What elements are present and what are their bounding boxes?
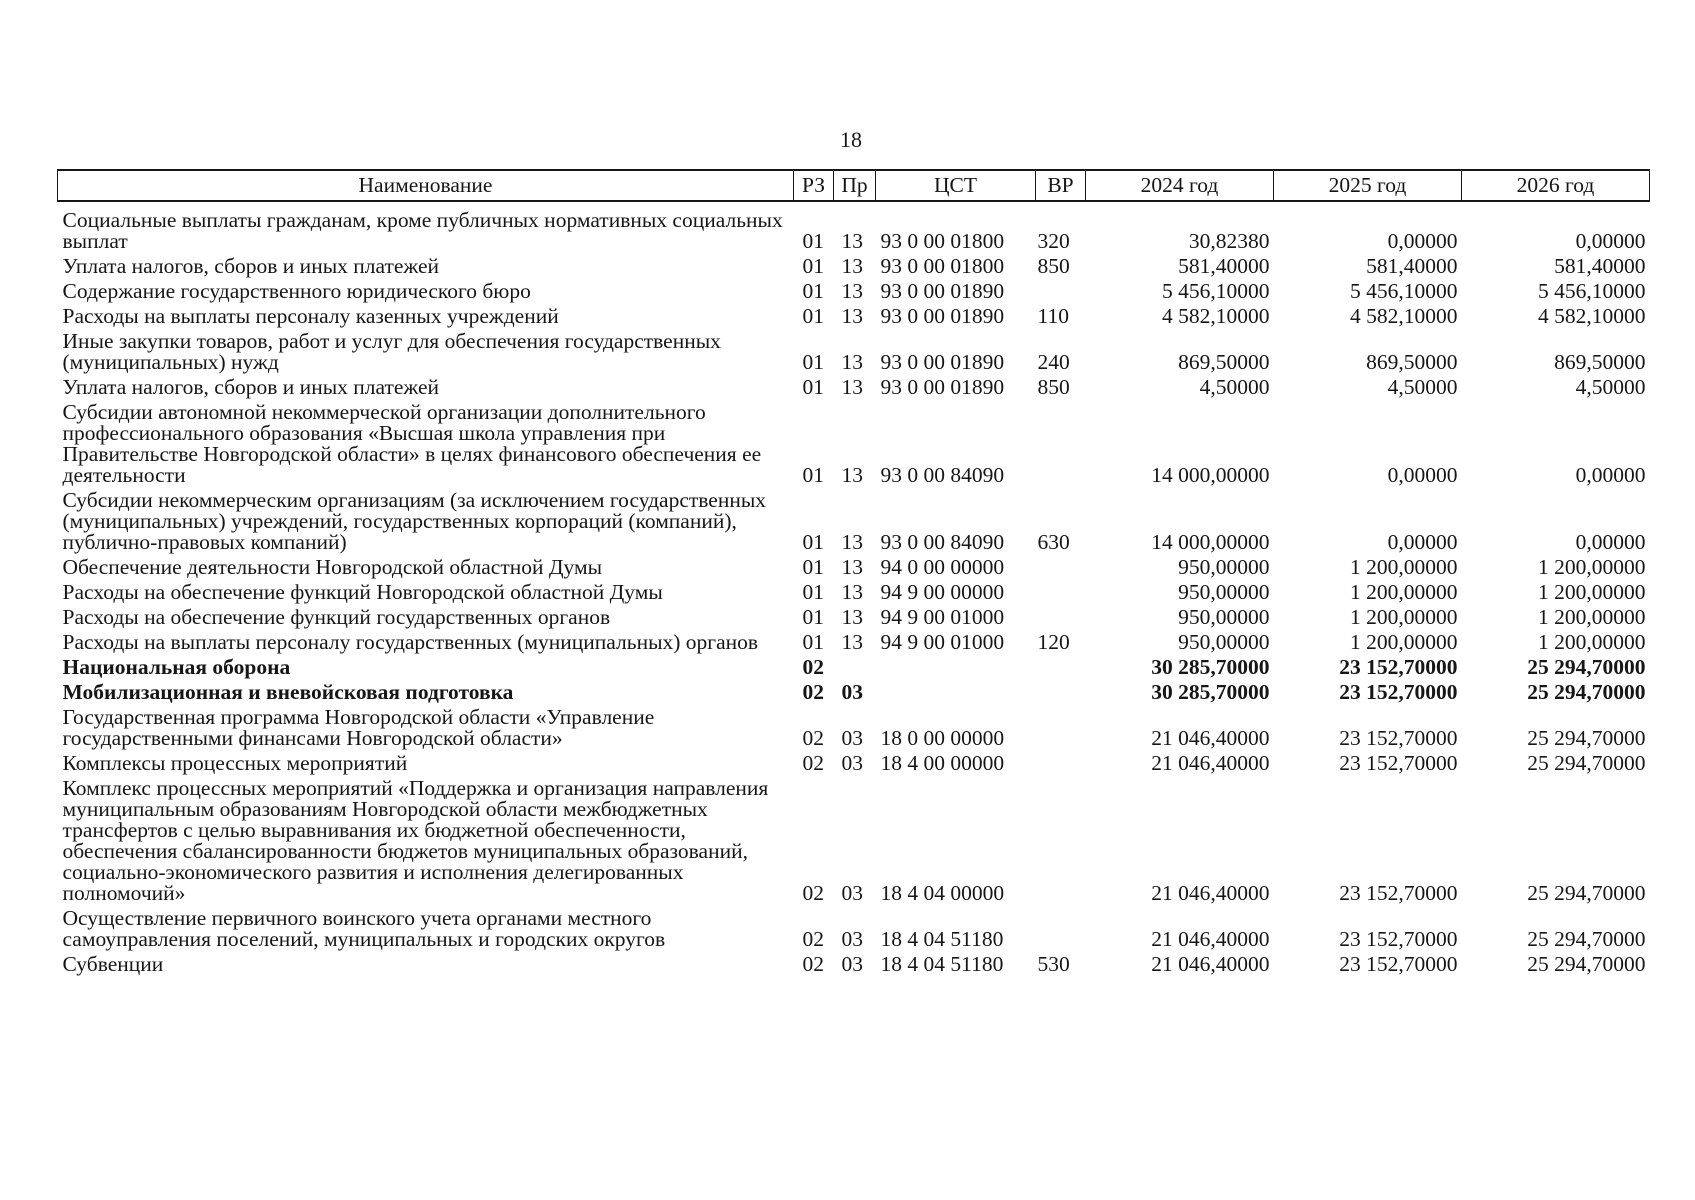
cell-2025: 0,00000 (1387, 229, 1458, 253)
cell-vr: 110 (1037, 304, 1069, 328)
cell-2026: 1 200,00000 (1538, 580, 1646, 604)
cell-vr: 120 (1037, 630, 1070, 654)
cell-cst: 93 0 00 01800 (880, 229, 1005, 253)
table-row (58, 487, 1650, 554)
cell-2025: 23 152,70000 (1339, 952, 1458, 976)
cell-2026: 4,50000 (1575, 375, 1646, 399)
cell-cst (876, 654, 1036, 679)
cell-pr: 13 (841, 279, 863, 303)
cell-cst: 18 4 04 00000 (880, 881, 1005, 905)
cell-name: Расходы на выплаты персоналу казенных учреждений (62, 304, 559, 328)
header-pr: Пр (834, 170, 876, 201)
cell-name: Субсидии некоммерческим организациям (за исключением государственных (муниципальных) учреждений, государственных корпораций (компаний), публично-правовых компаний) (62, 488, 767, 554)
header-name: Наименование (58, 170, 794, 201)
cell-cst: 93 0 00 84090 (880, 463, 1005, 487)
cell-2024: 21 046,40000 (1151, 952, 1270, 976)
cell-2024: 581,40000 (1178, 254, 1270, 278)
cell-2024: 950,00000 (1178, 555, 1270, 579)
cell-2026: 0,00000 (1575, 530, 1646, 554)
cell-vr: 240 (1037, 350, 1070, 374)
cell-cst: 93 0 00 01890 (880, 350, 1005, 374)
cell-2024: 21 046,40000 (1151, 881, 1270, 905)
cell-pr: 13 (841, 229, 863, 253)
cell-2025: 0,00000 (1387, 463, 1458, 487)
table-row (58, 704, 1650, 750)
cell-rz: 01 (802, 229, 824, 253)
table-row (58, 201, 1650, 253)
cell-name: Иные закупки товаров, работ и услуг для обеспечения государственных (муниципальных) нужд (62, 329, 721, 374)
cell-2026: 0,00000 (1575, 463, 1646, 487)
cell-cst: 94 9 00 00000 (880, 580, 1005, 604)
cell-cst: 18 0 00 00000 (880, 726, 1005, 750)
cell-pr: 13 (841, 630, 863, 654)
cell-vr (1036, 654, 1086, 679)
cell-rz: 01 (802, 605, 824, 629)
cell-rz: 02 (802, 881, 824, 905)
table-row (58, 604, 1650, 629)
cell-pr: 03 (841, 927, 863, 951)
cell-2026: 0,00000 (1575, 229, 1646, 253)
header-rz: РЗ (794, 170, 834, 201)
cell-name: Комплексы процессных мероприятий (62, 751, 408, 775)
cell-2026: 25 294,70000 (1527, 927, 1646, 951)
cell-name: Расходы на обеспечение функций государственных органов (62, 605, 611, 629)
cell-vr (1036, 679, 1086, 704)
table-header (58, 170, 1650, 201)
cell-cst: 93 0 00 01890 (880, 304, 1005, 328)
cell-vr (1036, 399, 1086, 487)
cell-pr: 13 (841, 555, 863, 579)
cell-rz: 02 (802, 927, 824, 951)
cell-cst: 18 4 04 51180 (880, 927, 1004, 951)
cell-name: Государственная программа Новгородской области «Управление государственными финансами Новгородской области» (62, 705, 655, 750)
cell-name: Комплекс процессных мероприятий «Поддержка и организация направления муниципальным образованиям Новгородской области межбюджетных трансфертов с целью выравнивания их бюджетной обеспеченности, обеспечения сбалансированности бюджетов муниципальных образований, социально-экономического развития и исполнения делегированных полномочий» (62, 776, 769, 905)
cell-2024: 950,00000 (1178, 605, 1270, 629)
table-row (58, 905, 1650, 951)
cell-vr (1036, 579, 1086, 604)
cell-rz: 01 (802, 254, 824, 278)
cell-2025: 1 200,00000 (1350, 630, 1458, 654)
cell-2026: 25 294,70000 (1527, 751, 1646, 775)
cell-vr (1036, 704, 1086, 750)
cell-rz: 02 (802, 726, 824, 750)
cell-2026: 869,50000 (1554, 350, 1646, 374)
cell-rz: 01 (802, 279, 824, 303)
cell-pr: 03 (841, 952, 863, 976)
cell-2026: 4 582,10000 (1538, 304, 1646, 328)
cell-2026: 581,40000 (1554, 254, 1646, 278)
cell-rz: 02 (802, 655, 824, 679)
cell-2024: 950,00000 (1178, 580, 1270, 604)
cell-pr: 13 (841, 304, 863, 328)
table-row (58, 374, 1650, 399)
cell-2024: 21 046,40000 (1151, 927, 1270, 951)
cell-2025: 23 152,70000 (1339, 927, 1458, 951)
cell-vr (1036, 604, 1086, 629)
cell-2025: 23 152,70000 (1339, 680, 1458, 704)
cell-pr: 03 (841, 680, 863, 704)
cell-cst: 94 0 00 00000 (880, 555, 1005, 579)
cell-2025: 23 152,70000 (1339, 726, 1458, 750)
cell-name: Уплата налогов, сборов и иных платежей (62, 375, 440, 399)
table-row (58, 679, 1650, 704)
cell-2025: 581,40000 (1366, 254, 1458, 278)
table-row (58, 303, 1650, 328)
table-row (58, 775, 1650, 905)
table-row (58, 554, 1650, 579)
header-2026: 2026 год (1462, 170, 1650, 201)
cell-2025: 5 456,10000 (1350, 279, 1458, 303)
cell-cst: 93 0 00 01890 (880, 375, 1005, 399)
cell-2025: 4 582,10000 (1350, 304, 1458, 328)
cell-pr: 13 (841, 375, 863, 399)
cell-cst (876, 679, 1036, 704)
cell-name: Содержание государственного юридического бюро (62, 279, 531, 303)
page-number: 18 (840, 127, 862, 152)
cell-vr: 530 (1037, 952, 1070, 976)
cell-cst: 18 4 00 00000 (880, 751, 1005, 775)
cell-pr: 13 (841, 605, 863, 629)
cell-cst: 93 0 00 84090 (880, 530, 1005, 554)
cell-vr (1036, 750, 1086, 775)
cell-2024: 21 046,40000 (1151, 751, 1270, 775)
cell-rz: 02 (802, 952, 824, 976)
cell-2025: 0,00000 (1387, 530, 1458, 554)
cell-rz: 01 (802, 630, 824, 654)
table-body (58, 201, 1650, 976)
cell-2024: 5 456,10000 (1162, 279, 1270, 303)
cell-name: Социальные выплаты гражданам, кроме публичных нормативных социальных выплат (62, 208, 783, 253)
cell-2025: 1 200,00000 (1350, 580, 1458, 604)
cell-cst: 18 4 04 51180 (880, 952, 1004, 976)
cell-vr: 630 (1037, 530, 1070, 554)
cell-2026: 25 294,70000 (1527, 726, 1646, 750)
table-row (58, 328, 1650, 374)
cell-pr: 03 (841, 881, 863, 905)
cell-2026: 5 456,10000 (1538, 279, 1646, 303)
cell-2025: 23 152,70000 (1339, 881, 1458, 905)
cell-pr: 13 (841, 350, 863, 374)
cell-2026: 1 200,00000 (1538, 605, 1646, 629)
table-row (58, 579, 1650, 604)
cell-vr: 850 (1037, 375, 1070, 399)
cell-name: Осуществление первичного воинского учета органами местного самоуправления поселений, муниципальных и городских округов (62, 906, 666, 951)
cell-2026: 25 294,70000 (1527, 680, 1646, 704)
cell-rz: 01 (802, 530, 824, 554)
cell-rz: 02 (802, 680, 824, 704)
cell-2026: 1 200,00000 (1538, 555, 1646, 579)
cell-name: Субвенции (62, 952, 164, 976)
cell-2025: 1 200,00000 (1350, 605, 1458, 629)
cell-cst: 94 9 00 01000 (880, 630, 1005, 654)
cell-rz: 01 (802, 463, 824, 487)
cell-name: Национальная оборона (62, 655, 291, 679)
cell-pr: 03 (841, 751, 863, 775)
table-row (58, 629, 1650, 654)
cell-vr: 320 (1037, 229, 1070, 253)
cell-2024: 30 285,70000 (1151, 655, 1270, 679)
cell-rz: 01 (802, 580, 824, 604)
header-vr: ВР (1036, 170, 1086, 201)
cell-2025: 1 200,00000 (1350, 555, 1458, 579)
cell-2024: 14 000,00000 (1151, 530, 1270, 554)
cell-2024: 4 582,10000 (1162, 304, 1270, 328)
table-row (58, 399, 1650, 487)
header-2024: 2024 год (1086, 170, 1274, 201)
header-cst: ЦСТ (876, 170, 1036, 201)
cell-2026: 25 294,70000 (1527, 881, 1646, 905)
cell-name: Субсидии автономной некоммерческой организации дополнительного профессионального образования «Высшая школа управления при Правительстве Новгородской области» в целях финансового обеспечения ее деятельности (62, 400, 762, 487)
cell-vr (1036, 905, 1086, 951)
cell-2025: 23 152,70000 (1339, 655, 1458, 679)
cell-cst: 93 0 00 01890 (880, 279, 1005, 303)
cell-2024: 30,82380 (1188, 229, 1270, 253)
cell-name: Расходы на обеспечение функций Новгородской областной Думы (62, 580, 663, 604)
cell-pr: 13 (841, 254, 863, 278)
cell-2026: 25 294,70000 (1527, 655, 1646, 679)
header-row (58, 170, 1650, 201)
cell-2026: 1 200,00000 (1538, 630, 1646, 654)
cell-rz: 01 (802, 350, 824, 374)
cell-pr: 13 (841, 580, 863, 604)
cell-vr (1036, 278, 1086, 303)
cell-vr (1036, 554, 1086, 579)
table-row (58, 654, 1650, 679)
cell-pr: 03 (841, 726, 863, 750)
cell-rz: 01 (802, 375, 824, 399)
cell-2024: 4,50000 (1199, 375, 1270, 399)
cell-rz: 02 (802, 751, 824, 775)
cell-vr (1036, 775, 1086, 905)
cell-rz: 01 (802, 555, 824, 579)
cell-name: Уплата налогов, сборов и иных платежей (62, 254, 440, 278)
cell-vr: 850 (1037, 254, 1070, 278)
cell-2025: 869,50000 (1366, 350, 1458, 374)
cell-rz: 01 (802, 304, 824, 328)
cell-2025: 4,50000 (1387, 375, 1458, 399)
table-row (58, 253, 1650, 278)
cell-name: Обеспечение деятельности Новгородской областной Думы (62, 555, 603, 579)
cell-name: Мобилизационная и вневойсковая подготовка (62, 680, 514, 704)
cell-2024: 14 000,00000 (1151, 463, 1270, 487)
budget-table (57, 169, 1650, 976)
cell-pr (834, 654, 876, 679)
cell-cst: 94 9 00 01000 (880, 605, 1005, 629)
cell-cst: 93 0 00 01800 (880, 254, 1005, 278)
cell-2024: 30 285,70000 (1151, 680, 1270, 704)
cell-2025: 23 152,70000 (1339, 751, 1458, 775)
cell-2024: 869,50000 (1178, 350, 1270, 374)
cell-pr: 13 (841, 530, 863, 554)
table-row (58, 278, 1650, 303)
cell-2026: 25 294,70000 (1527, 952, 1646, 976)
cell-pr: 13 (841, 463, 863, 487)
cell-name: Расходы на выплаты персоналу государственных (муниципальных) органов (62, 630, 759, 654)
header-2025: 2025 год (1274, 170, 1462, 201)
table-row (58, 951, 1650, 976)
table-row (58, 750, 1650, 775)
cell-2024: 21 046,40000 (1151, 726, 1270, 750)
cell-2024: 950,00000 (1178, 630, 1270, 654)
